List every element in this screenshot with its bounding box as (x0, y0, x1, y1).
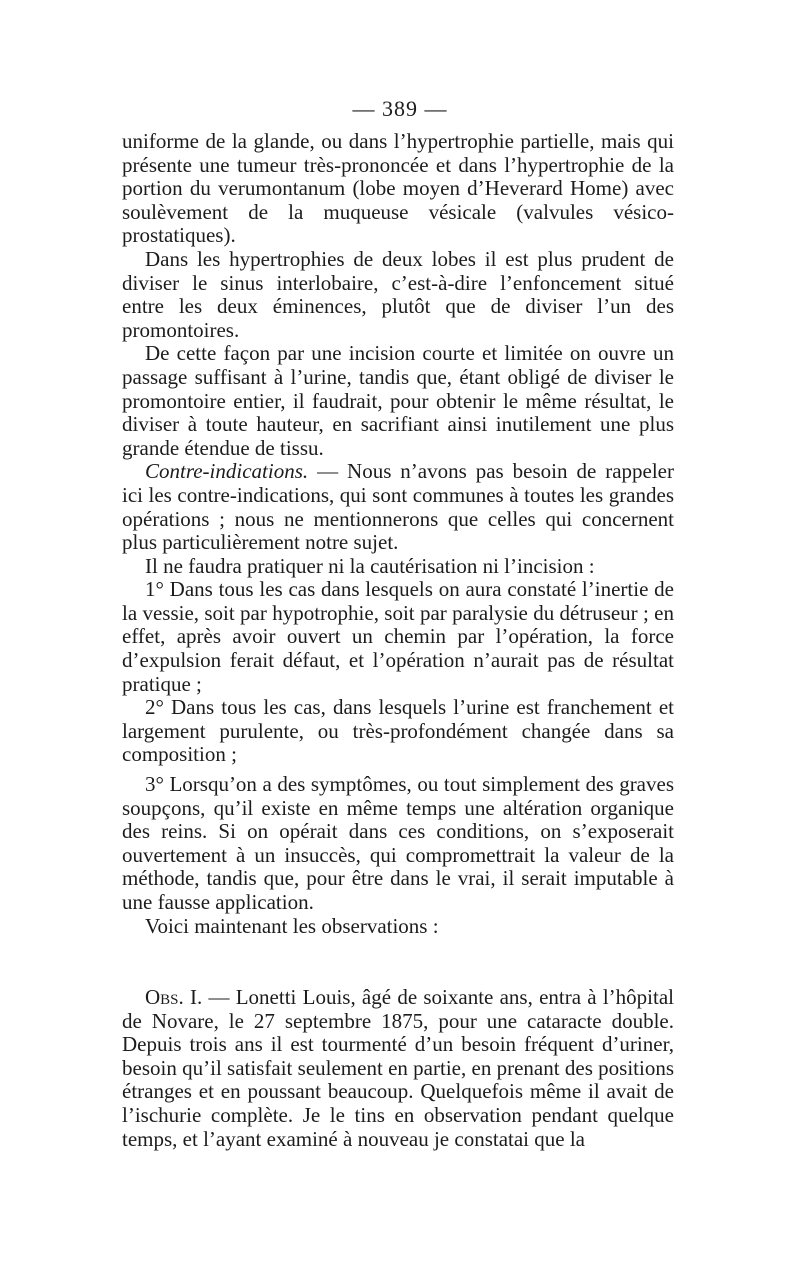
paragraph-continuation: uniforme de la glande, ou dans l’hypertrophie partielle, mais qui présente une tumeur très-prononcée et dans l’hypertrophie de la portion du verumontanum (lobe moyen d’Heverard Home) avec soulèvement de la muqueuse vésicale (valvules vésico-prostatiques). (122, 129, 674, 248)
observations-intro: Voici maintenant les observations : (145, 913, 439, 938)
body-text (122, 130, 674, 938)
list-item-2: 2° Dans tous les cas, dans lesquels l’urine est franchement et largement purulente, ou très-profondément changée dans sa composition ; (122, 695, 674, 767)
observation-block (122, 986, 674, 1151)
observation-text: — Lonetti Louis, âgé de soixante ans, entra à l’hôpital de Novare, le 27 septembre 1875, pour une cataracte double. Depuis trois ans il est tourmenté d’un besoin fréquent d’uriner, besoin qu’il satisfait seulement en partie, en prenant des positions étranges et en poussant beaucoup. Quelquefois même il avait de l’ischurie complète. Je le tins en observation pendant quelque temps, et l’ayant examiné à nouveau je constatai que la (122, 985, 674, 1151)
contre-indications-heading: Contre-indications. (145, 459, 309, 484)
list-item-3: 3° Lorsqu’on a des symptômes, ou tout simplement des graves soupçons, qu’il existe en même temps une altération organique des reins. Si on opérait dans ces conditions, on s’exposerait ouvertement à un insuccès, qui compromettrait la valeur de la méthode, tandis que, pour être dans le vrai, il serait imputable à une fausse application. (122, 772, 674, 914)
page-number: — 389 — (352, 96, 448, 121)
contre-indications-text: — Nous n’avons pas besoin de rappeler ici les contre-indications, qui sont communes à toutes les grandes opérations ; nous ne mentionnerons que celles qui concernent plus particulièrement notre sujet. (122, 459, 674, 555)
paragraph-two-lobes: Dans les hypertrophies de deux lobes il est plus prudent de diviser le sinus interlobaire, c’est-à-dire l’enfoncement situé entre les deux éminences, plutôt que de diviser l’un des promontoires. (122, 246, 674, 342)
observation-label: Obs. I. (145, 985, 203, 1009)
paragraph-incision: De cette façon par une incision courte et limitée on ouvre un passage suffisant à l’urine, tandis que, étant obligé de diviser le promontoire entier, il faudrait, pour obtenir le même résultat, le diviser à toute hauteur, en sacrifiant ainsi inutilement une plus grande étendue de tissu. (122, 341, 674, 460)
list-item-1: 1° Dans tous les cas dans lesquels on aura constaté l’inertie de la vessie, soit par hypotrophie, soit par paralysie du détruseur ; en effet, après avoir ouvert un chemin par l’opération, la force d’expulsion ferait défaut, et l’opération n’aurait pas de résultat pratique ; (122, 577, 674, 696)
list-intro: Il ne faudra pratiquer ni la cautérisation ni l’incision : (145, 553, 595, 578)
observation-paragraph (122, 986, 674, 1151)
paragraph-contre-indications (122, 460, 674, 554)
